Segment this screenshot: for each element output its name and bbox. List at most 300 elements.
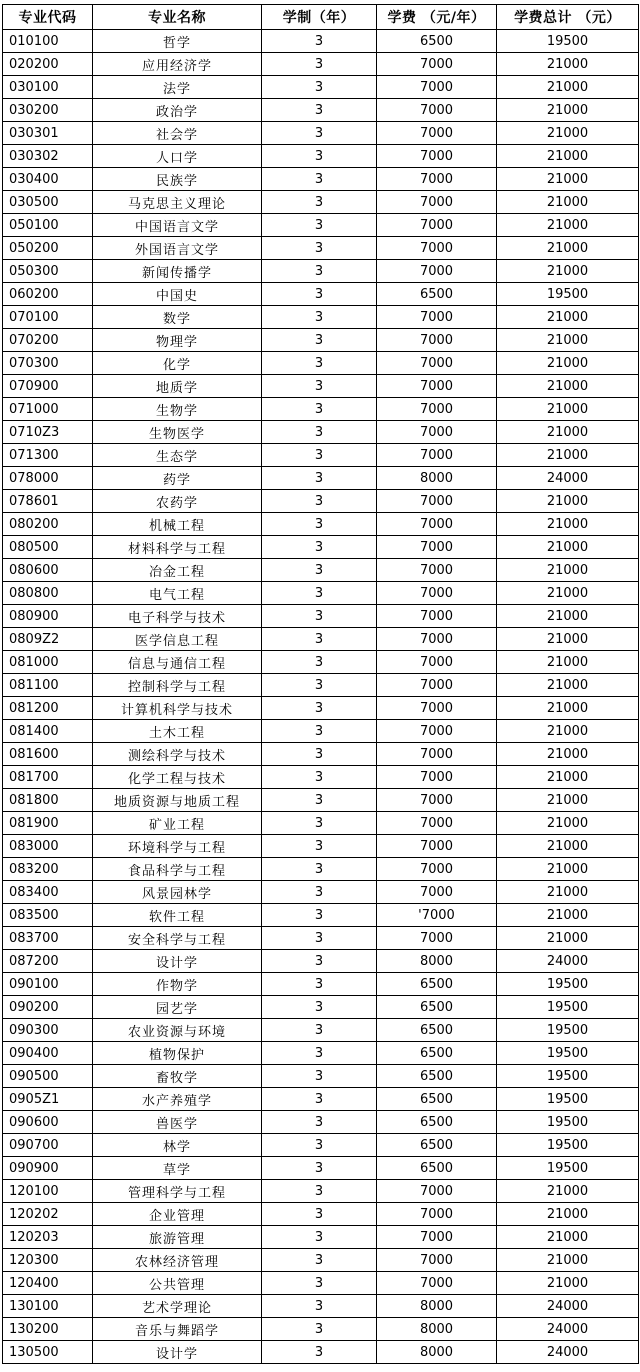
table-row <box>3 1272 639 1295</box>
cell-duration: 3 <box>262 674 377 697</box>
cell-duration: 3 <box>262 421 377 444</box>
cell-major-name: 兽医学 <box>93 1111 262 1134</box>
cell-duration: 3 <box>262 260 377 283</box>
cell-duration: 3 <box>262 789 377 812</box>
cell-annual-fee: 7000 <box>377 306 497 329</box>
table-row <box>3 559 639 582</box>
cell-annual-fee: 7000 <box>377 720 497 743</box>
cell-major-name: 生态学 <box>93 444 262 467</box>
table-row <box>3 191 639 214</box>
cell-duration: 3 <box>262 973 377 996</box>
cell-duration: 3 <box>262 375 377 398</box>
cell-duration: 3 <box>262 398 377 421</box>
cell-total-fee: 21000 <box>497 329 639 352</box>
cell-annual-fee: 8000 <box>377 1295 497 1318</box>
cell-major-code: 130200 <box>3 1318 93 1341</box>
cell-total-fee: 24000 <box>497 467 639 490</box>
table-row <box>3 283 639 306</box>
cell-major-code: 050300 <box>3 260 93 283</box>
cell-major-code: 090400 <box>3 1042 93 1065</box>
cell-major-code: 081100 <box>3 674 93 697</box>
header-total-fee: 学费总计 （元） <box>497 5 639 30</box>
cell-major-name: 生物学 <box>93 398 262 421</box>
table-row <box>3 1295 639 1318</box>
table-row <box>3 237 639 260</box>
cell-annual-fee: '7000 <box>377 904 497 927</box>
cell-major-code: 010100 <box>3 30 93 53</box>
table-row <box>3 490 639 513</box>
cell-annual-fee: 7000 <box>377 536 497 559</box>
cell-annual-fee: 7000 <box>377 812 497 835</box>
table-row <box>3 1134 639 1157</box>
table-row <box>3 674 639 697</box>
cell-major-code: 081200 <box>3 697 93 720</box>
cell-total-fee: 19500 <box>497 1134 639 1157</box>
cell-annual-fee: 7000 <box>377 513 497 536</box>
cell-annual-fee: 7000 <box>377 191 497 214</box>
cell-major-code: 070900 <box>3 375 93 398</box>
cell-duration: 3 <box>262 214 377 237</box>
cell-total-fee: 21000 <box>497 766 639 789</box>
cell-total-fee: 19500 <box>497 973 639 996</box>
cell-major-name: 冶金工程 <box>93 559 262 582</box>
table-row <box>3 145 639 168</box>
cell-duration: 3 <box>262 513 377 536</box>
cell-major-name: 物理学 <box>93 329 262 352</box>
cell-major-name: 政治学 <box>93 99 262 122</box>
cell-major-name: 电子科学与技术 <box>93 605 262 628</box>
cell-major-code: 071000 <box>3 398 93 421</box>
cell-annual-fee: 6500 <box>377 1157 497 1180</box>
cell-total-fee: 19500 <box>497 1157 639 1180</box>
cell-major-name: 化学 <box>93 352 262 375</box>
table-row <box>3 398 639 421</box>
cell-total-fee: 21000 <box>497 1249 639 1272</box>
cell-total-fee: 21000 <box>497 927 639 950</box>
cell-major-name: 矿业工程 <box>93 812 262 835</box>
cell-major-code: 0905Z1 <box>3 1088 93 1111</box>
cell-major-code: 130100 <box>3 1295 93 1318</box>
cell-total-fee: 21000 <box>497 260 639 283</box>
cell-major-name: 马克思主义理论 <box>93 191 262 214</box>
cell-major-code: 080800 <box>3 582 93 605</box>
cell-major-code: 083400 <box>3 881 93 904</box>
cell-duration: 3 <box>262 1157 377 1180</box>
cell-duration: 3 <box>262 858 377 881</box>
cell-annual-fee: 7000 <box>377 582 497 605</box>
cell-total-fee: 21000 <box>497 99 639 122</box>
cell-duration: 3 <box>262 122 377 145</box>
cell-annual-fee: 7000 <box>377 858 497 881</box>
cell-duration: 3 <box>262 1318 377 1341</box>
cell-major-name: 生物医学 <box>93 421 262 444</box>
cell-total-fee: 19500 <box>497 1111 639 1134</box>
tuition-table <box>2 4 639 1364</box>
cell-major-code: 050100 <box>3 214 93 237</box>
cell-annual-fee: 7000 <box>377 375 497 398</box>
cell-total-fee: 21000 <box>497 835 639 858</box>
cell-annual-fee: 7000 <box>377 1249 497 1272</box>
table-row <box>3 306 639 329</box>
cell-duration: 3 <box>262 950 377 973</box>
cell-total-fee: 21000 <box>497 536 639 559</box>
cell-total-fee: 21000 <box>497 1272 639 1295</box>
cell-total-fee: 21000 <box>497 605 639 628</box>
table-row <box>3 743 639 766</box>
cell-duration: 3 <box>262 1088 377 1111</box>
cell-annual-fee: 7000 <box>377 99 497 122</box>
cell-annual-fee: 7000 <box>377 260 497 283</box>
cell-annual-fee: 7000 <box>377 1226 497 1249</box>
cell-major-name: 电气工程 <box>93 582 262 605</box>
cell-annual-fee: 8000 <box>377 1318 497 1341</box>
cell-major-code: 030200 <box>3 99 93 122</box>
cell-total-fee: 19500 <box>497 1042 639 1065</box>
cell-major-name: 化学工程与技术 <box>93 766 262 789</box>
cell-major-code: 083700 <box>3 927 93 950</box>
cell-total-fee: 21000 <box>497 582 639 605</box>
cell-major-name: 风景园林学 <box>93 881 262 904</box>
cell-total-fee: 21000 <box>497 1180 639 1203</box>
cell-major-code: 090600 <box>3 1111 93 1134</box>
cell-total-fee: 24000 <box>497 1341 639 1364</box>
cell-annual-fee: 7000 <box>377 421 497 444</box>
cell-duration: 3 <box>262 720 377 743</box>
cell-duration: 3 <box>262 191 377 214</box>
cell-major-code: 090300 <box>3 1019 93 1042</box>
cell-annual-fee: 6500 <box>377 1111 497 1134</box>
cell-total-fee: 19500 <box>497 1088 639 1111</box>
cell-annual-fee: 6500 <box>377 1042 497 1065</box>
cell-total-fee: 21000 <box>497 812 639 835</box>
table-row <box>3 375 639 398</box>
cell-major-name: 人口学 <box>93 145 262 168</box>
cell-duration: 3 <box>262 467 377 490</box>
cell-duration: 3 <box>262 697 377 720</box>
cell-duration: 3 <box>262 881 377 904</box>
table-row <box>3 1249 639 1272</box>
cell-major-name: 艺术学理论 <box>93 1295 262 1318</box>
cell-annual-fee: 7000 <box>377 76 497 99</box>
cell-total-fee: 21000 <box>497 237 639 260</box>
cell-annual-fee: 7000 <box>377 329 497 352</box>
cell-total-fee: 21000 <box>497 904 639 927</box>
cell-major-name: 农业资源与环境 <box>93 1019 262 1042</box>
cell-total-fee: 21000 <box>497 674 639 697</box>
table-body <box>3 30 639 1364</box>
cell-major-code: 080900 <box>3 605 93 628</box>
cell-annual-fee: 7000 <box>377 559 497 582</box>
cell-annual-fee: 7000 <box>377 1272 497 1295</box>
cell-annual-fee: 7000 <box>377 697 497 720</box>
cell-major-name: 畜牧学 <box>93 1065 262 1088</box>
cell-major-name: 旅游管理 <box>93 1226 262 1249</box>
table-row <box>3 651 639 674</box>
cell-duration: 3 <box>262 53 377 76</box>
cell-major-name: 园艺学 <box>93 996 262 1019</box>
cell-major-code: 080200 <box>3 513 93 536</box>
cell-total-fee: 21000 <box>497 858 639 881</box>
cell-major-code: 090900 <box>3 1157 93 1180</box>
cell-total-fee: 21000 <box>497 789 639 812</box>
cell-annual-fee: 6500 <box>377 1088 497 1111</box>
cell-duration: 3 <box>262 444 377 467</box>
cell-duration: 3 <box>262 835 377 858</box>
cell-duration: 3 <box>262 536 377 559</box>
cell-annual-fee: 7000 <box>377 145 497 168</box>
cell-major-name: 应用经济学 <box>93 53 262 76</box>
cell-major-code: 120300 <box>3 1249 93 1272</box>
cell-major-name: 设计学 <box>93 1341 262 1364</box>
cell-major-code: 071300 <box>3 444 93 467</box>
table-row <box>3 329 639 352</box>
cell-major-name: 民族学 <box>93 168 262 191</box>
cell-major-code: 081400 <box>3 720 93 743</box>
cell-major-name: 作物学 <box>93 973 262 996</box>
cell-duration: 3 <box>262 99 377 122</box>
cell-total-fee: 21000 <box>497 398 639 421</box>
cell-annual-fee: 6500 <box>377 996 497 1019</box>
cell-major-code: 020200 <box>3 53 93 76</box>
cell-total-fee: 21000 <box>497 881 639 904</box>
cell-annual-fee: 7000 <box>377 398 497 421</box>
table-row <box>3 53 639 76</box>
cell-duration: 3 <box>262 1019 377 1042</box>
table-row <box>3 168 639 191</box>
table-row <box>3 99 639 122</box>
cell-duration: 3 <box>262 1272 377 1295</box>
cell-annual-fee: 6500 <box>377 1065 497 1088</box>
cell-annual-fee: 7000 <box>377 122 497 145</box>
cell-duration: 3 <box>262 145 377 168</box>
cell-total-fee: 21000 <box>497 628 639 651</box>
cell-major-name: 设计学 <box>93 950 262 973</box>
cell-major-name: 环境科学与工程 <box>93 835 262 858</box>
cell-major-code: 030302 <box>3 145 93 168</box>
cell-major-name: 土木工程 <box>93 720 262 743</box>
cell-annual-fee: 7000 <box>377 628 497 651</box>
cell-duration: 3 <box>262 766 377 789</box>
cell-total-fee: 21000 <box>497 720 639 743</box>
cell-total-fee: 21000 <box>497 490 639 513</box>
cell-major-name: 农林经济管理 <box>93 1249 262 1272</box>
cell-annual-fee: 7000 <box>377 766 497 789</box>
cell-annual-fee: 7000 <box>377 1180 497 1203</box>
table-row <box>3 1341 639 1364</box>
cell-annual-fee: 7000 <box>377 490 497 513</box>
cell-total-fee: 21000 <box>497 306 639 329</box>
cell-major-name: 企业管理 <box>93 1203 262 1226</box>
cell-major-code: 070100 <box>3 306 93 329</box>
cell-major-code: 120202 <box>3 1203 93 1226</box>
cell-total-fee: 21000 <box>497 421 639 444</box>
cell-major-name: 中国语言文学 <box>93 214 262 237</box>
cell-major-code: 081700 <box>3 766 93 789</box>
cell-total-fee: 19500 <box>497 996 639 1019</box>
cell-major-code: 030301 <box>3 122 93 145</box>
cell-major-name: 新闻传播学 <box>93 260 262 283</box>
cell-annual-fee: 7000 <box>377 789 497 812</box>
cell-annual-fee: 7000 <box>377 352 497 375</box>
cell-total-fee: 19500 <box>497 1065 639 1088</box>
cell-major-name: 哲学 <box>93 30 262 53</box>
cell-major-code: 030400 <box>3 168 93 191</box>
table-row <box>3 766 639 789</box>
table-row <box>3 858 639 881</box>
cell-duration: 3 <box>262 996 377 1019</box>
table-row <box>3 1111 639 1134</box>
cell-major-code: 083500 <box>3 904 93 927</box>
cell-total-fee: 21000 <box>497 559 639 582</box>
cell-major-code: 087200 <box>3 950 93 973</box>
cell-total-fee: 24000 <box>497 950 639 973</box>
cell-total-fee: 21000 <box>497 375 639 398</box>
table-row <box>3 536 639 559</box>
table-row <box>3 30 639 53</box>
cell-annual-fee: 8000 <box>377 467 497 490</box>
cell-annual-fee: 7000 <box>377 214 497 237</box>
cell-duration: 3 <box>262 352 377 375</box>
cell-major-name: 外国语言文学 <box>93 237 262 260</box>
cell-duration: 3 <box>262 1111 377 1134</box>
header-row <box>3 5 639 30</box>
table-row <box>3 927 639 950</box>
cell-total-fee: 21000 <box>497 214 639 237</box>
cell-duration: 3 <box>262 1203 377 1226</box>
cell-major-name: 地质资源与地质工程 <box>93 789 262 812</box>
cell-major-name: 公共管理 <box>93 1272 262 1295</box>
cell-duration: 3 <box>262 559 377 582</box>
cell-total-fee: 21000 <box>497 76 639 99</box>
cell-total-fee: 21000 <box>497 145 639 168</box>
cell-total-fee: 21000 <box>497 697 639 720</box>
cell-major-name: 材料科学与工程 <box>93 536 262 559</box>
cell-duration: 3 <box>262 1249 377 1272</box>
table-row <box>3 1318 639 1341</box>
table-row <box>3 812 639 835</box>
cell-major-name: 安全科学与工程 <box>93 927 262 950</box>
cell-total-fee: 24000 <box>497 1295 639 1318</box>
cell-duration: 3 <box>262 1180 377 1203</box>
table-row <box>3 214 639 237</box>
cell-major-name: 控制科学与工程 <box>93 674 262 697</box>
cell-total-fee: 21000 <box>497 1203 639 1226</box>
cell-annual-fee: 7000 <box>377 237 497 260</box>
table-row <box>3 1088 639 1111</box>
cell-major-code: 0809Z2 <box>3 628 93 651</box>
table-row <box>3 467 639 490</box>
cell-duration: 3 <box>262 812 377 835</box>
table-row <box>3 260 639 283</box>
cell-duration: 3 <box>262 329 377 352</box>
cell-major-name: 信息与通信工程 <box>93 651 262 674</box>
cell-major-name: 草学 <box>93 1157 262 1180</box>
table-row <box>3 1203 639 1226</box>
cell-major-code: 078000 <box>3 467 93 490</box>
cell-major-code: 120400 <box>3 1272 93 1295</box>
cell-annual-fee: 6500 <box>377 973 497 996</box>
cell-major-name: 水产养殖学 <box>93 1088 262 1111</box>
table-row <box>3 76 639 99</box>
table-row <box>3 789 639 812</box>
cell-major-name: 数学 <box>93 306 262 329</box>
cell-duration: 3 <box>262 651 377 674</box>
table-row <box>3 582 639 605</box>
cell-annual-fee: 8000 <box>377 1341 497 1364</box>
table-row <box>3 996 639 1019</box>
cell-major-code: 078601 <box>3 490 93 513</box>
cell-total-fee: 19500 <box>497 283 639 306</box>
cell-total-fee: 21000 <box>497 513 639 536</box>
cell-major-code: 060200 <box>3 283 93 306</box>
cell-major-name: 药学 <box>93 467 262 490</box>
cell-total-fee: 19500 <box>497 30 639 53</box>
table-row <box>3 513 639 536</box>
cell-duration: 3 <box>262 168 377 191</box>
cell-annual-fee: 6500 <box>377 30 497 53</box>
cell-major-name: 中国史 <box>93 283 262 306</box>
cell-major-code: 030100 <box>3 76 93 99</box>
table-row <box>3 605 639 628</box>
cell-duration: 3 <box>262 1341 377 1364</box>
cell-annual-fee: 7000 <box>377 651 497 674</box>
table-row <box>3 720 639 743</box>
cell-major-code: 090500 <box>3 1065 93 1088</box>
cell-total-fee: 21000 <box>497 191 639 214</box>
cell-major-name: 法学 <box>93 76 262 99</box>
cell-major-code: 050200 <box>3 237 93 260</box>
cell-duration: 3 <box>262 490 377 513</box>
cell-duration: 3 <box>262 628 377 651</box>
cell-annual-fee: 7000 <box>377 881 497 904</box>
cell-major-code: 0710Z3 <box>3 421 93 444</box>
cell-total-fee: 21000 <box>497 743 639 766</box>
cell-total-fee: 24000 <box>497 1318 639 1341</box>
cell-duration: 3 <box>262 904 377 927</box>
header-major-name: 专业名称 <box>93 5 262 30</box>
cell-major-code: 081800 <box>3 789 93 812</box>
cell-major-name: 植物保护 <box>93 1042 262 1065</box>
cell-major-code: 080600 <box>3 559 93 582</box>
table-row <box>3 973 639 996</box>
cell-major-code: 081900 <box>3 812 93 835</box>
cell-major-code: 080500 <box>3 536 93 559</box>
cell-duration: 3 <box>262 237 377 260</box>
table-row <box>3 1226 639 1249</box>
cell-annual-fee: 7000 <box>377 168 497 191</box>
cell-annual-fee: 7000 <box>377 605 497 628</box>
cell-annual-fee: 7000 <box>377 743 497 766</box>
cell-major-name: 机械工程 <box>93 513 262 536</box>
cell-major-code: 081600 <box>3 743 93 766</box>
cell-major-code: 081000 <box>3 651 93 674</box>
cell-major-code: 070300 <box>3 352 93 375</box>
cell-major-name: 计算机科学与技术 <box>93 697 262 720</box>
table-row <box>3 1180 639 1203</box>
table-row <box>3 950 639 973</box>
cell-major-name: 软件工程 <box>93 904 262 927</box>
cell-duration: 3 <box>262 1295 377 1318</box>
cell-major-name: 管理科学与工程 <box>93 1180 262 1203</box>
header-annual-fee: 学费 （元/年） <box>377 5 497 30</box>
cell-total-fee: 21000 <box>497 651 639 674</box>
header-duration: 学制（年） <box>262 5 377 30</box>
cell-annual-fee: 7000 <box>377 1203 497 1226</box>
table-row <box>3 1065 639 1088</box>
table-row <box>3 697 639 720</box>
cell-annual-fee: 6500 <box>377 1019 497 1042</box>
cell-major-name: 食品科学与工程 <box>93 858 262 881</box>
